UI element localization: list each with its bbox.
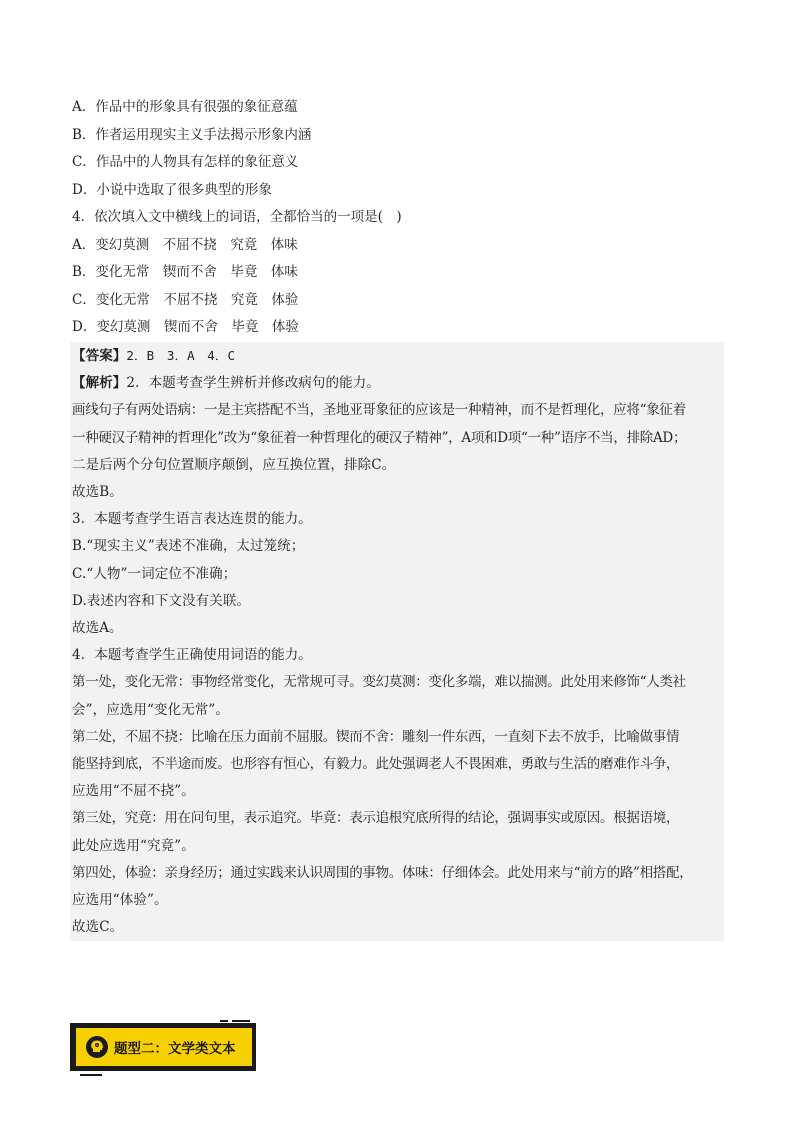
analysis-text-line: 画线句子有两处语病：一是主宾搭配不当，圣地亚哥象征的应该是一种精神，而不是哲理化，应将“象征着 xyxy=(72,402,686,419)
analysis-text-line: 第三处，究竟：用在问句里，表示追究。毕竟：表示追根究底所得的结论，强调事实或原因。根据语境， xyxy=(72,810,680,827)
analysis-text-line: C.“人物”一词定位不准确； xyxy=(72,565,237,582)
brain-head-icon xyxy=(86,1036,108,1058)
analysis-text-line: 应选用“体验”。 xyxy=(72,892,168,909)
analysis-text-line: 故选A。 xyxy=(72,620,123,637)
decor-dash xyxy=(220,1020,228,1022)
analysis-text-line: 4．本题考查学生正确使用词语的能力。 xyxy=(72,647,312,664)
question-stem: 4．依次填入文中横线上的词语，全都恰当的一项是( ) xyxy=(72,209,402,225)
analysis-text-line: 一种硬汉子精神的哲理化”改为“象征着一种哲理化的硬汉子精神”，A项和D项“一种”语序不当，排除AD； xyxy=(72,429,687,446)
analysis-text-line: D.表述内容和下文没有关联。 xyxy=(72,592,251,609)
analysis-text-line: 能坚持到底，不半途而废。也形容有恒心，有毅力。此处强调老人不畏困难，勇敢与生活的磨难作斗争， xyxy=(72,756,680,773)
analysis-line xyxy=(72,370,724,397)
option-line: A．作品中的形象具有很强的象征意蕴 xyxy=(72,99,298,115)
answer-analysis-box xyxy=(70,342,724,941)
analysis-text-line: 第二处，不屈不挠：比喻在压力面前不屈服。锲而不舍：雕刻一件东西，一直刻下去不放手，比喻做事情 xyxy=(72,728,680,745)
analysis-text-line: 第四处，体验：亲身经历；通过实践来认识周围的事物。体味：仔细体会。此处用来与“前方的路”相搭配， xyxy=(72,864,693,881)
answer-tag: 【答案】 xyxy=(72,348,127,364)
analysis-text-line: 故选B。 xyxy=(72,484,123,501)
analysis-tag: 【解析】 xyxy=(72,375,127,392)
option-line: A．变幻莫测 不屈不挠 究竟 体味 xyxy=(72,236,298,253)
analysis-text-line: 此处应选用“究竟”。 xyxy=(72,837,195,854)
decor-dash xyxy=(80,1074,102,1076)
option-line: C．作品中的人物具有怎样的象征意义 xyxy=(72,154,299,170)
option-line: B．作者运用现实主义手法揭示形象内涵 xyxy=(72,126,312,143)
analysis-text-line: 3．本题考查学生语言表达连贯的能力。 xyxy=(72,511,312,528)
section-header xyxy=(70,1023,260,1075)
answer-text: 2．B 3．A 4．C xyxy=(126,348,236,363)
analysis-text-line: 会”，应选用“变化无常”。 xyxy=(72,701,230,718)
option-line: D．小说中选取了很多典型的形象 xyxy=(72,181,272,198)
analysis-text-line: 应选用“不屈不挠”。 xyxy=(72,783,195,800)
option-line: C．变化无常 不屈不挠 究竟 体验 xyxy=(72,291,299,308)
analysis-text-line: 故选C。 xyxy=(72,919,124,936)
option-line: B．变化无常 锲而不舍 毕竟 体味 xyxy=(72,264,298,280)
question-options xyxy=(72,94,722,342)
option-line: D．变幻莫测 锲而不舍 毕竟 体验 xyxy=(72,319,299,335)
analysis-text-line: B.“现实主义”表述不准确，太过笼统； xyxy=(72,538,305,555)
answer-line xyxy=(72,342,724,370)
decor-dash xyxy=(232,1020,250,1022)
section-title: 题型二：文学类文本 xyxy=(114,1041,236,1057)
analysis-text-line: 二是后两个分句位置顺序颠倒，应互换位置，排除C。 xyxy=(72,456,396,473)
analysis-text-line: 第一处，变化无常：事物经常变化，无常规可寻。变幻莫测：变化多端，难以揣测。此处用来修饰“人类社 xyxy=(72,674,686,691)
analysis-first: 2．本题考查学生辨析并修改病句的能力。 xyxy=(126,375,380,392)
